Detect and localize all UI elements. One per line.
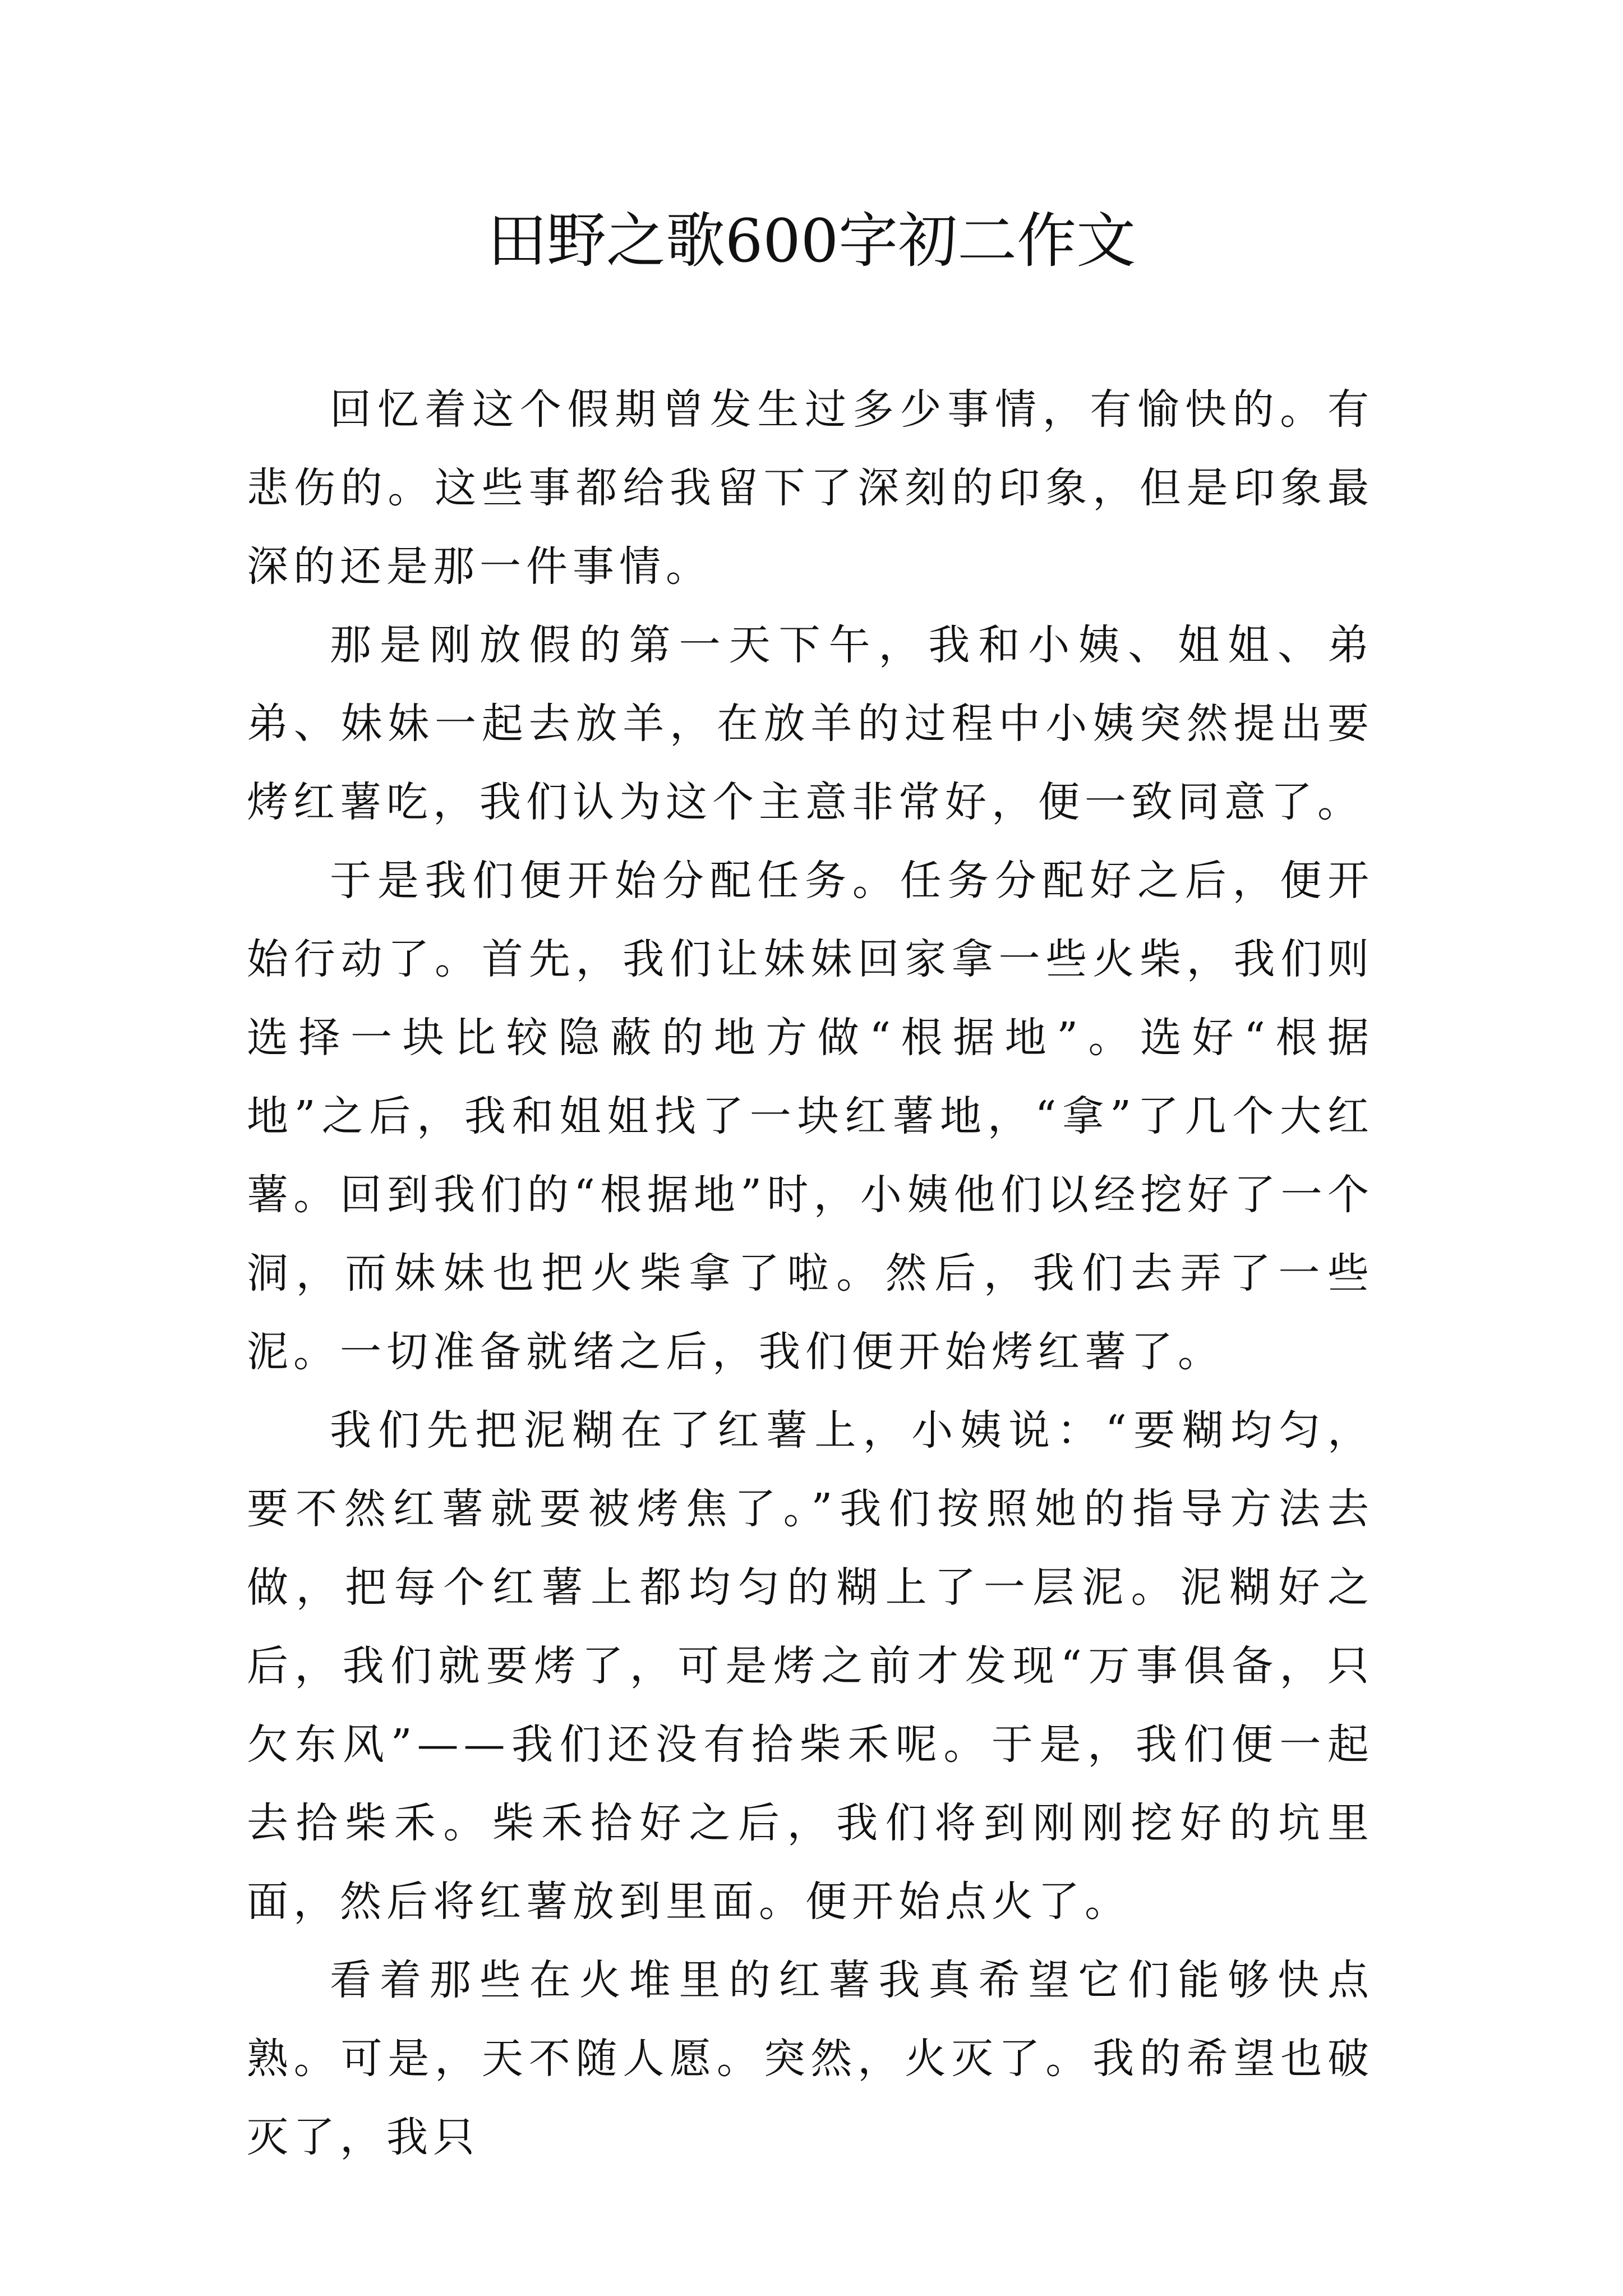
document-body [247,370,1374,2177]
paragraph-5: 看着那些在火堆里的红薯我真希望它们能够快点熟。可是，天不随人愿。突然，火灭了。我的希望也破灭了，我只 [247,1956,1374,2161]
paragraph-1: 回忆着这个假期曾发生过多少事情，有愉快的。有悲伤的。这些事都给我留下了深刻的印象，但是印象最深的还是那一件事情。 [247,385,1374,591]
paragraph-4: 我们先把泥糊在了红薯上，小姨说：“要糊均匀，要不然红薯就要被烤焦了。”我们按照她的指导方法去做，把每个红薯上都均匀的糊上了一层泥。泥糊好之后，我们就要烤了，可是烤之前才发现“万事俱备，只欠东风”——我们还没有拾柴禾呢。于是，我们便一起去拾柴禾。柴禾拾好之后，我们将到刚刚挖好的坑里面，然后将红薯放到里面。便开始点火了。 [247,1406,1374,1926]
paragraph-3: 于是我们便开始分配任务。任务分配好之后，便开始行动了。首先，我们让妹妹回家拿一些火柴，我们则选择一块比较隐蔽的地方做“根据地”。选好“根据地”之后，我和姐姐找了一块红薯地，“拿”了几个大红薯。回到我们的“根据地”时，小姨他们以经挖好了一个洞，而妹妹也把火柴拿了啦。然后，我们去弄了一些泥。一切准备就绪之后，我们便开始烤红薯了。 [247,857,1374,1376]
document-title: 田野之歌600字初二作文 [487,206,1136,275]
paragraph-2: 那是刚放假的第一天下午，我和小姨、姐姐、弟弟、妹妹一起去放羊，在放羊的过程中小姨突然提出要烤红薯吃，我们认为这个主意非常好，便一致同意了。 [247,621,1374,826]
